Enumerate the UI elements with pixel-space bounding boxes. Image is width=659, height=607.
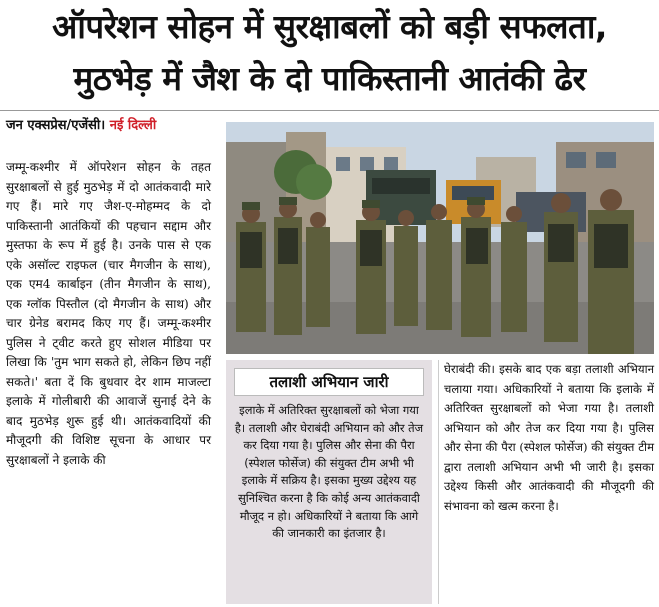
headline-divider [0, 110, 659, 111]
article-left-column: जम्मू-कश्मीर में ऑपरेशन सोहन के तहत सुरक्षाबलों से हुई मुठभेड़ में दो आतंकवादी मारे गए हैं। मारे गए जैश-ए-मोहम्मद के दो पाकिस्तानी आतंकियों की पहचान सद्दाम और मुस्तफा के रूप में हुई है। उनके पास से एक एके असॉल्ट राइफल (चार मैगजीन के साथ), एक एम4 कार्बाइन (तीन मैगजीन के साथ), एक ग्लॉक पिस्तौल (दो मैगजीन के साथ) और चार ग्रेनेड बरामद किए गए हैं। जम्मू-कश्मीर पुलिस ने ट्वीट करते हुए सोशल मीडिया पर लिखा कि 'तुम भाग सकते हो, लेकिन छिप नहीं सकते।' बता दें कि बुधवार देर शाम माजल्टा इलाके में गोलीबारी की आवाजें सुनाई देने के बाद मुठभेड़ शुरू हुई थी। आतंकवादियों की मौजूदगी की विशिष्ट सूचना के आधार पर सुरक्षाबलों ने इलाके की [6, 160, 211, 467]
news-photo-security-forces [226, 122, 654, 354]
headline-line-1: ऑपरेशन सोहन में सुरक्षाबलों को बड़ी सफलता, [52, 7, 607, 46]
column-divider [438, 360, 439, 604]
headline-line-2: मुठभेड़ में जैश के दो पाकिस्तानी आतंकी ढेर [73, 59, 586, 98]
byline-agency: जन एक्सप्रेस/एजेंसी। [6, 118, 106, 133]
article-right-column: घेराबंदी की। इसके बाद एक बड़ा तलाशी अभियान चलाया गया। अधिकारियों ने बताया कि इलाके में अतिरिक्त सुरक्षाबलों को भेजा गया है। तलाशी अभियान को और तेज कर दिया गया है। पुलिस और सेना की पैरा (स्पेशल फोर्सेज) की संयुक्त टीम द्वारा तलाशी अभियान अभी भी जारी है। इसका उद्देश्य किसी और आतंकवादी की मौजूदगी की संभावना को खत्म करना है। [444, 362, 654, 513]
sidebox-text: इलाके में अतिरिक्त सुरक्षाबलों को भेजा गया है। तलाशी और घेराबंदी अभियान को और तेज कर दिया गया है। पुलिस और सेना की पैरा (स्पेशल फोर्सेज) की संयुक्त टीम अभी भी इलाके में सक्रिय है। इसका मुख्य उद्देश्य यह सुनिश्चित करना है कि कोई अन्य आतंकवादी मौजूद न हो। अधिकारियों ने बताया कि आगे की जानकारी का इंतजार है। [234, 403, 424, 541]
byline [6, 118, 156, 134]
byline-city: नई दिल्ली [109, 118, 157, 133]
sidebar-box-search-operation [226, 360, 432, 604]
sidebox-title: तलाशी अभियान जारी [234, 368, 424, 396]
